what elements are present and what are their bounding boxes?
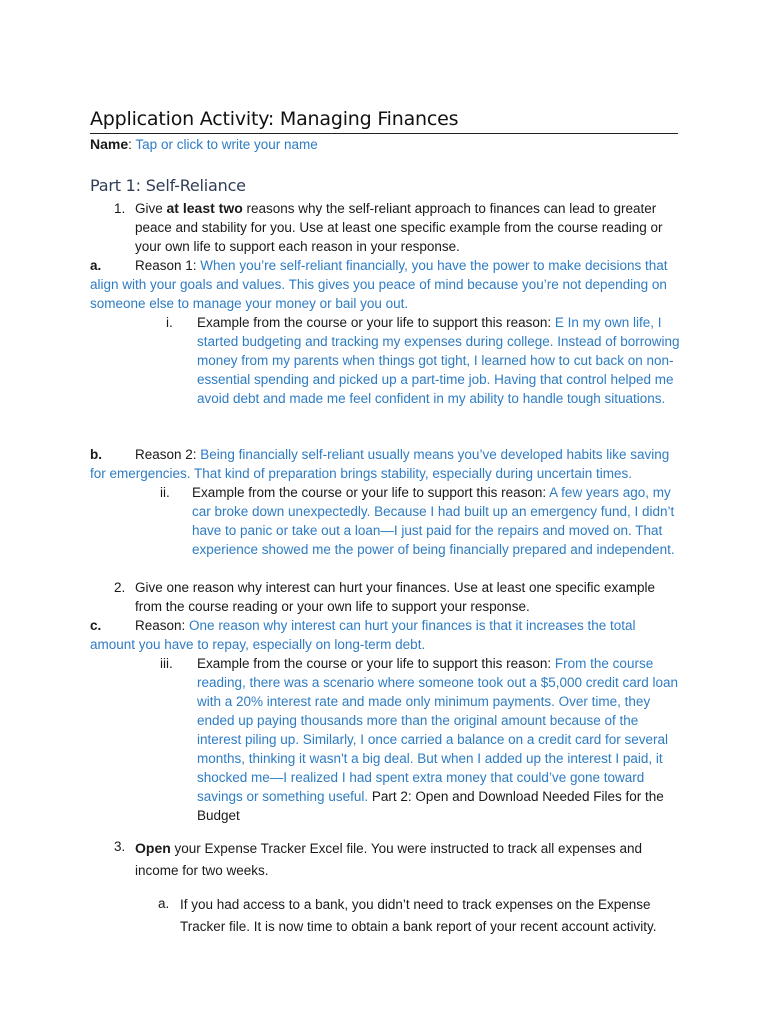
example-ii bbox=[192, 483, 680, 559]
q1-post: reasons why the self-reliant approach to finances can lead to greater peace and stability for you. Use at least one specific example from the course reading or your own life to support each reason in your response. bbox=[135, 201, 663, 254]
name-label: Name bbox=[90, 136, 129, 152]
example-iii bbox=[197, 654, 682, 825]
q1-bold: at least two bbox=[166, 200, 243, 216]
example-i-number: i. bbox=[166, 315, 173, 330]
reason-2-answer[interactable]: Being financially self-reliant usually means you’ve developed habits like saving for emergencies. That kind of preparation brings stability, especially during uncertain times. bbox=[90, 447, 670, 481]
example-ii-number: ii. bbox=[160, 485, 170, 500]
example-iii-answer[interactable]: From the course reading, there was a scenario where someone took out a $5,000 credit card loan with a 20% interest rate and made only minimum payments. Over time, they ended up paying thousands more than the original amount because of the interest piling up. Similarly, I once carried a balance on a credit card for several months, thinking it wasn't a big deal. But when I added up the interest I paid, it shocked me—I realized I had spent extra money that could’ve gone toward savings or something useful. bbox=[197, 656, 679, 804]
reason-c bbox=[90, 616, 682, 654]
q1-pre: Give bbox=[135, 201, 167, 216]
example-iii-number: iii. bbox=[160, 656, 173, 671]
example-i bbox=[197, 313, 682, 408]
q3a-text: If you had access to a bank, you didn’t need to track expenses on the Expense Tracker file. It is now time to obtain a bank report of your recent account activity. bbox=[180, 897, 657, 934]
reason-1 bbox=[90, 256, 682, 313]
reason-c-label: c. bbox=[90, 618, 102, 633]
reason-1-answer[interactable]: When you’re self-reliant financially, you have the power to make decisions that align with your goals and values. This gives you peace of mind because you’re not depending on someone else to manage your money or bail you out. bbox=[90, 258, 668, 311]
reason-c-answer[interactable]: One reason why interest can hurt your finances is that it increases the total amount you have to repay, especially on long-term debt. bbox=[90, 618, 636, 652]
reason-2 bbox=[90, 445, 682, 483]
q2-number: 2. bbox=[114, 580, 126, 595]
example-ii-prefix: Example from the course or your life to support this reason: bbox=[192, 485, 550, 500]
reason-1-label: a. bbox=[90, 258, 102, 273]
q3-number: 3. bbox=[114, 839, 126, 854]
example-ii-answer[interactable]: A few years ago, my car broke down unexpectedly. Because I had built up an emergency fund, I didn’t have to panic or take out a loan—I just paid for the repairs and moved on. That experience showed me the power of being financially prepared and independent. bbox=[192, 485, 675, 557]
reason-1-prefix: Reason 1: bbox=[135, 258, 201, 273]
name-field[interactable]: Tap or click to write your name bbox=[135, 137, 318, 152]
q1-text bbox=[135, 199, 680, 256]
reason-2-prefix: Reason 2: bbox=[135, 447, 201, 462]
example-iii-prefix: Example from the course or your life to support this reason: bbox=[197, 656, 555, 671]
reason-2-label: b. bbox=[90, 447, 102, 462]
part1-heading: Part 1: Self-Reliance bbox=[90, 176, 246, 195]
q3a-number: a. bbox=[158, 896, 170, 911]
part2-heading-inline: Part 2: Open and Download Needed Files for the Budget bbox=[197, 789, 664, 823]
example-i-prefix: Example from the course or your life to support this reason: bbox=[197, 315, 555, 330]
page-title: Application Activity: Managing Finances bbox=[90, 108, 678, 134]
example-i-answer[interactable]: E In my own life, I started budgeting and tracking my expenses during college. Instead of borrowing money from my parents when things got tight, I learned how to cut back on non-essential spending and picked up a part-time job. Having that control helped me avoid debt and made me feel confident in my ability to handle tough situations. bbox=[197, 315, 680, 406]
reason-c-prefix: Reason: bbox=[135, 618, 190, 633]
name-colon: : bbox=[128, 137, 132, 152]
q3-text bbox=[135, 837, 680, 882]
name-row bbox=[90, 136, 318, 152]
q2-text: Give one reason why interest can hurt your finances. Use at least one specific example from the course reading or your own life to support your response. bbox=[135, 580, 656, 614]
q3-body: your Expense Tracker Excel file. You were instructed to track all expenses and income for two weeks. bbox=[135, 841, 643, 878]
q1-number: 1. bbox=[114, 201, 126, 216]
q3-bold: Open bbox=[135, 840, 171, 856]
